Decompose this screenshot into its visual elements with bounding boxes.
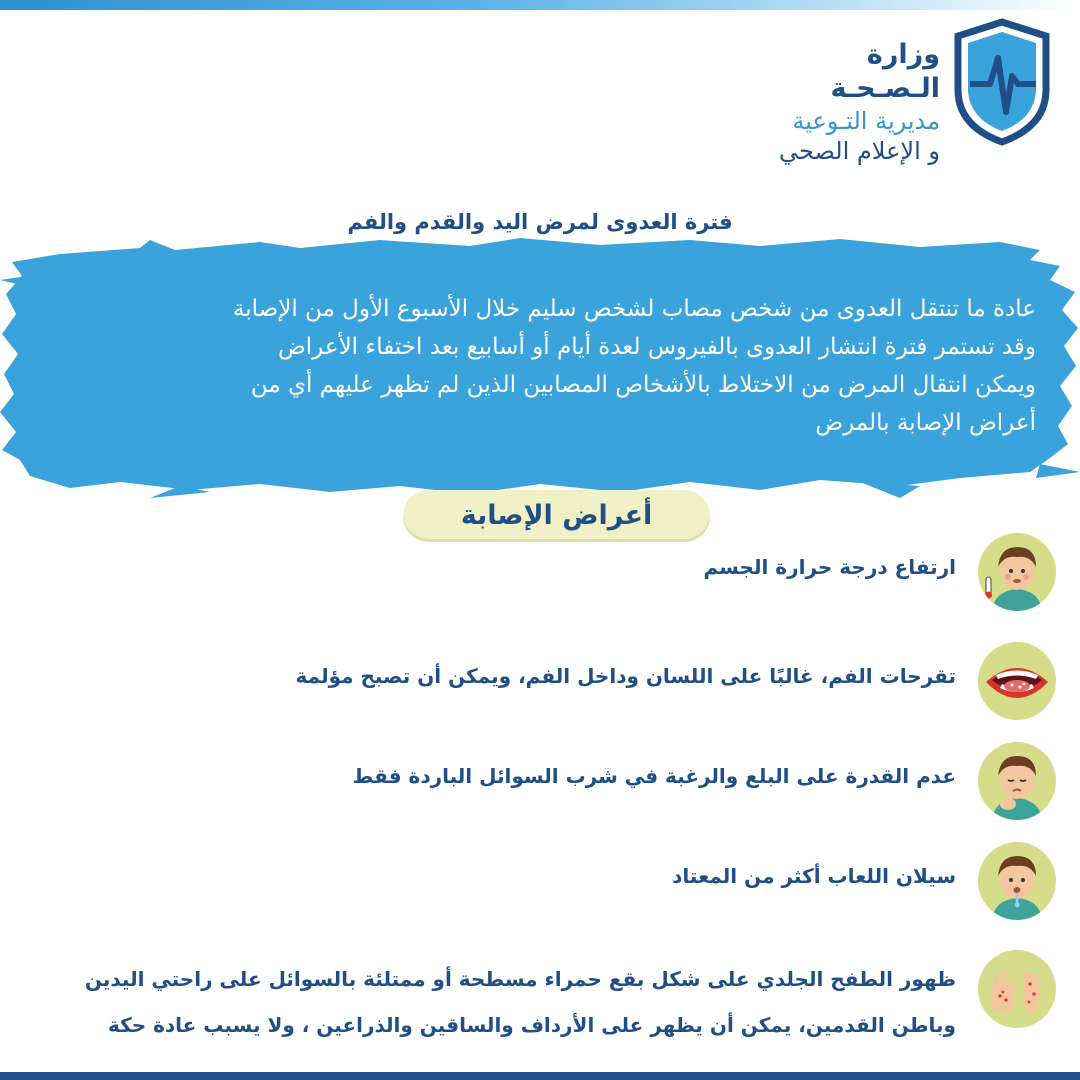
intro-line: ويمكن انتقال المرض من الاختلاط بالأشخاص المصابين الذين لم تظهر عليهم أي من [250,372,1036,398]
ministry-logo [752,18,1052,165]
symptom-item [16,642,1056,722]
ministry-name: وزارة الـصـحـة [830,39,940,104]
drooling-child-icon [978,842,1056,920]
top-accent-bar [0,0,1080,10]
page-title: فترة العدوى لمرض اليد والقدم والفم [347,210,733,234]
infection-period-text [14,290,1036,442]
symptom-item [16,842,1056,922]
symptom-text: تقرحات الفم، غالبًا على اللسان وداخل الفم، ويمكن أن تصبح مؤلمة [295,664,956,688]
fever-child-icon [978,533,1056,611]
symptom-text-line: وباطن القدمين، يمكن أن يظهر على الأرداف والساقين والذراعين ، ولا يسبب عادة حكة [107,1013,956,1037]
symptom-item [16,950,1056,1037]
symptom-text: عدم القدرة على البلع والرغبة في شرب السوائل الباردة فقط [352,764,956,788]
intro-line: أعراض الإصابة بالمرض [815,410,1036,436]
sore-throat-child-icon [978,742,1056,820]
heartbeat-shield-icon [952,18,1052,146]
mouth-sores-icon [978,642,1056,720]
intro-line: وقد تستمر فترة انتشار العدوى بالفيروس لعدة أيام أو أسابيع بعد اختفاء الأعراض [277,334,1036,360]
media-department-name: و الإعلام الصحي [779,137,940,165]
symptom-text: ارتفاع درجة حرارة الجسم [703,555,956,579]
symptom-text: سيلان اللعاب أكثر من المعتاد [672,864,956,888]
symptom-text [85,956,956,1048]
bottom-accent-bar [0,1072,1080,1080]
symptom-text-line: ظهور الطفح الجلدي على شكل بقع حمراء مسطحة أو ممتلئة بالسوائل على راحتي اليدين [84,967,956,991]
directorate-name: مديرية التـوعية [792,107,940,135]
intro-line: عادة ما تنتقل العدوى من شخص مصاب لشخص سليم خلال الأسبوع الأول من الإصابة [232,296,1036,322]
symptoms-heading: أعراض الإصابة [460,500,653,531]
symptom-item [16,742,1056,822]
symptom-item [16,533,1056,613]
hand-foot-rash-icon [978,950,1056,1028]
